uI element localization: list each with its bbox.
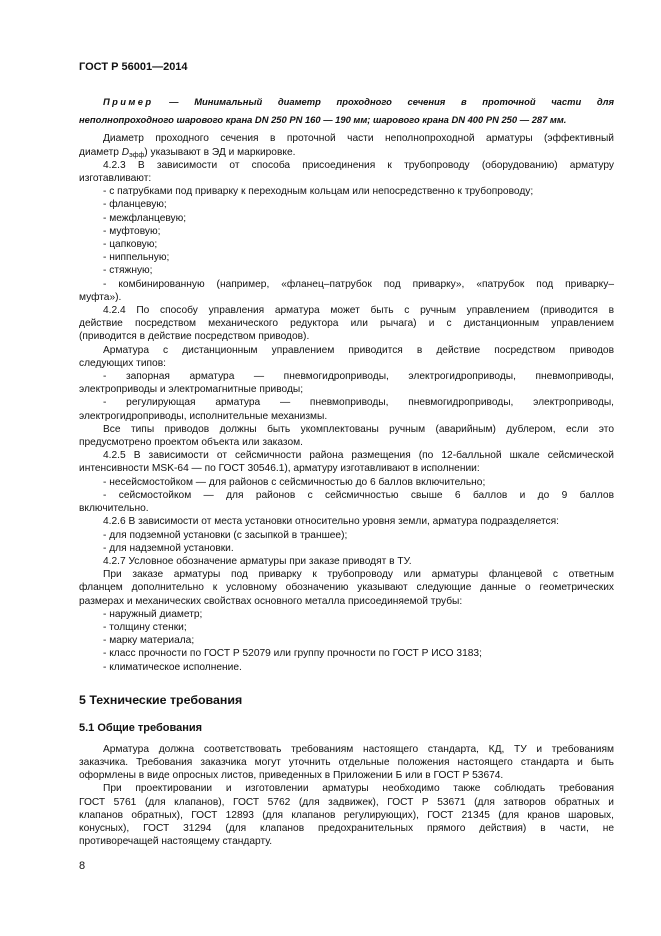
- paragraph: При заказе арматуры под приварку к трубопроводу или арматуры фланцевой с ответным: [103, 569, 614, 581]
- list-item: - толщину стенки;: [103, 621, 187, 633]
- list-item: - стяжную;: [103, 265, 153, 277]
- clause-4-2-4: 4.2.4 По способу управления арматура может быть с ручным управлением (приводится в: [103, 305, 614, 317]
- example-line-2: неполнопроходного шарового крана DN 250 PN 160 — 190 мм; шарового крана DN 400 PN 250 — 287 мм.: [79, 114, 567, 126]
- list-item: - с патрубками под приварку к переходным кольцам или непосредственно к трубопроводу;: [103, 186, 534, 198]
- document-header: ГОСТ Р 56001—2014: [79, 61, 188, 73]
- list-item: - цапковую;: [103, 239, 158, 251]
- list-item: - класс прочности по ГОСТ Р 52079 или группу прочности по ГОСТ Р ИСО 3183;: [103, 648, 482, 660]
- paragraph: размерах и механических свойствах основного металла присоединяемой трубы:: [79, 595, 463, 607]
- list-item: - для надземной установки.: [103, 542, 234, 554]
- paragraph: При проектировании и изготовлении арматуры необходимо также соблюдать требования: [103, 783, 614, 795]
- paragraph: Все типы приводов должны быть укомплектованы ручным (аварийным) дублером, если это: [103, 423, 614, 435]
- paragraph: заказчика. Требования заказчика могут уточнить отдельные положения настоящего стандарта и быть: [79, 756, 614, 768]
- list-item: - несейсмостойком — для районов с сейсмичностью до 6 баллов включительно;: [103, 476, 486, 488]
- list-item-cont: включительно.: [79, 503, 149, 515]
- paragraph: фланцем дополнительно к условному обозначению указывают следующие данные о геометрических: [79, 582, 614, 594]
- list-item: - наружный диаметр;: [103, 608, 203, 620]
- list-item: - марку материала;: [103, 635, 195, 647]
- paragraph: клапанов обратных), ГОСТ 12893 (для клапанов регулирующих), ГОСТ 21345 (для кранов шаровых,: [79, 809, 614, 821]
- paragraph: предусмотрено проектом объекта или заказом.: [79, 437, 303, 449]
- paragraph: следующих типов:: [79, 357, 166, 369]
- list-item: - для подземной установки (с засыпкой в траншее);: [103, 529, 348, 541]
- clause-4-2-3: 4.2.3 В зависимости от способа присоединения к трубопроводу (оборудованию) арматуру: [103, 159, 614, 171]
- list-item-cont: электрогидроприводы, исполнительные механизмы.: [79, 410, 328, 422]
- clause-4-2-7: 4.2.7 Условное обозначение арматуры при заказе приводят в ТУ.: [103, 555, 412, 567]
- list-item-cont: муфта»).: [79, 291, 122, 303]
- example-line-1: Пример — Минимальный диаметр проходного сечения в проточной части для: [103, 96, 614, 107]
- paragraph: (приводится в действие посредством приводов).: [79, 331, 310, 343]
- paragraph: ГОСТ 5761 (для клапанов), ГОСТ 5762 (для задвижек), ГОСТ Р 53671 (для затворов обратных и: [79, 796, 614, 808]
- paragraph: диаметр $D_{эфф}$) указывают в ЭД и маркировке.: [79, 146, 296, 159]
- section-5-title: 5 Технические требования: [79, 692, 243, 707]
- list-item: - межфланцевую;: [103, 212, 187, 224]
- document-body: [79, 96, 614, 848]
- list-item: - климатическое исполнение.: [103, 661, 242, 673]
- section-5-1-title: 5.1 Общие требования: [79, 721, 203, 734]
- paragraph: Диаметр проходного сечения в проточной части неполнопроходной арматуры (эффективный: [103, 133, 614, 145]
- paragraph: Арматура должна соответствовать требованиям настоящего стандарта, КД, ТУ и требованиям: [103, 743, 614, 755]
- list-item-cont: электроприводы и электромагнитные приводы;: [79, 384, 304, 396]
- clause-4-2-5: 4.2.5 В зависимости от сейсмичности района размещения (по 12-балльной шкале сейсмической: [103, 450, 614, 462]
- list-item: - регулирующая арматура — пневмоприводы, пневмогидроприводы, электроприводы,: [103, 397, 614, 409]
- list-item: - сейсмостойком — для районов с сейсмичностью свыше 6 баллов и до 9 баллов: [103, 489, 614, 501]
- paragraph: противоречащей настоящему стандарту.: [79, 836, 273, 848]
- list-item: - комбинированную (например, «фланец–патрубок под приварку», «патрубок под приварку–: [103, 278, 614, 290]
- list-item: - запорная арматура — пневмогидроприводы, электрогидроприводы, пневмоприводы,: [103, 371, 614, 383]
- list-item: - ниппельную;: [103, 252, 170, 264]
- paragraph: Арматура с дистанционным управлением приводится в действие посредством приводов: [103, 344, 614, 356]
- example-label: Пример: [103, 96, 154, 107]
- paragraph: действие посредством механического редуктора или рычага) и с дистанционным управлением: [79, 318, 614, 330]
- paragraph: изготавливают:: [79, 173, 152, 185]
- list-item: - фланцевую;: [103, 199, 167, 211]
- list-item: - муфтовую;: [103, 225, 161, 237]
- paragraph: интенсивности MSK-64 — по ГОСТ 30546.1), арматуру изготавливают в исполнении:: [79, 463, 480, 475]
- paragraph: конусных), ГОСТ 31294 (для клапанов предохранительных прямого действия) в части, не: [79, 822, 614, 834]
- paragraph: оформлены в виде опросных листов, приведенных в Приложении Б или в ГОСТ Р 53674.: [79, 770, 504, 782]
- page-number: 8: [79, 860, 86, 872]
- clause-4-2-6: 4.2.6 В зависимости от места установки относительно уровня земли, арматура подразделяется:: [103, 516, 559, 528]
